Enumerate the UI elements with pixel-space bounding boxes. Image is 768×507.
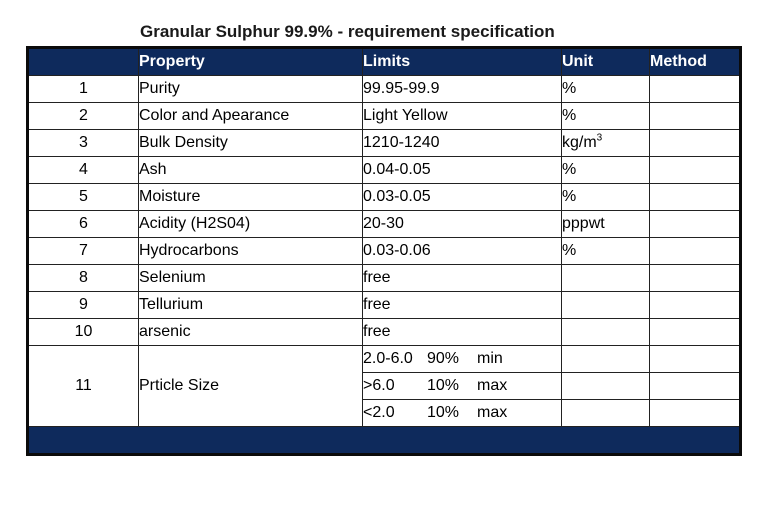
table-row — [28, 103, 741, 130]
unit-superscript: 3 — [596, 132, 603, 144]
row-unit — [562, 346, 650, 373]
row-limits: free — [363, 265, 562, 292]
header-unit: Unit — [562, 48, 650, 76]
unit-base: kg/m — [562, 134, 597, 151]
row-unit — [562, 265, 650, 292]
row-limits: free — [363, 292, 562, 319]
row-property: Bulk Density — [139, 130, 363, 157]
row-number: 3 — [28, 130, 139, 157]
particle-percent: 10% — [427, 404, 460, 421]
particle-percent: 10% — [427, 377, 460, 394]
row-method — [650, 319, 741, 346]
row-limits: 0.03-0.06 — [363, 238, 562, 265]
table-row — [28, 184, 741, 211]
header-property: Property — [139, 48, 363, 76]
row-method — [650, 211, 741, 238]
row-method — [650, 346, 741, 373]
row-method — [650, 400, 741, 427]
row-property: Hydrocarbons — [139, 238, 363, 265]
table-row — [28, 157, 741, 184]
table-row — [28, 238, 741, 265]
row-limits: Light Yellow — [363, 103, 562, 130]
row-number: 9 — [28, 292, 139, 319]
row-unit: % — [562, 238, 650, 265]
particle-limit — [363, 373, 562, 400]
row-method — [650, 292, 741, 319]
row-unit — [562, 400, 650, 427]
row-method — [650, 76, 741, 103]
row-method — [650, 265, 741, 292]
table-row-particle-size — [28, 346, 741, 373]
row-number: 5 — [28, 184, 139, 211]
document-title: Granular Sulphur 99.9% - requirement specification — [140, 22, 555, 41]
particle-bound: min — [477, 350, 503, 367]
row-property: Acidity (H2S04) — [139, 211, 363, 238]
row-unit — [562, 292, 650, 319]
row-unit — [562, 319, 650, 346]
row-number: 7 — [28, 238, 139, 265]
header-method: Method — [650, 48, 741, 76]
row-unit: % — [562, 103, 650, 130]
header-no — [28, 48, 139, 76]
row-limits: 0.03-0.05 — [363, 184, 562, 211]
row-number: 1 — [28, 76, 139, 103]
row-unit: % — [562, 157, 650, 184]
specification-table — [26, 46, 742, 456]
row-method — [650, 184, 741, 211]
row-property: Prticle Size — [139, 346, 363, 427]
table-row — [28, 292, 741, 319]
row-property: Color and Apearance — [139, 103, 363, 130]
particle-limit — [363, 400, 562, 427]
header-limits: Limits — [363, 48, 562, 76]
particle-limit — [363, 346, 562, 373]
table-row — [28, 319, 741, 346]
row-method — [650, 103, 741, 130]
particle-bound: max — [477, 377, 508, 394]
row-unit: % — [562, 76, 650, 103]
particle-percent: 90% — [427, 350, 460, 367]
row-unit — [562, 373, 650, 400]
row-number: 11 — [28, 346, 139, 427]
row-method — [650, 238, 741, 265]
row-number: 4 — [28, 157, 139, 184]
row-property: Ash — [139, 157, 363, 184]
particle-bound: max — [477, 404, 508, 421]
row-number: 10 — [28, 319, 139, 346]
row-property: Tellurium — [139, 292, 363, 319]
row-method — [650, 373, 741, 400]
row-unit — [562, 130, 650, 157]
row-unit: % — [562, 184, 650, 211]
row-property: Selenium — [139, 265, 363, 292]
footer-cell — [28, 427, 741, 455]
row-method — [650, 157, 741, 184]
table-row — [28, 265, 741, 292]
table-row — [28, 211, 741, 238]
row-limits: 0.04-0.05 — [363, 157, 562, 184]
row-limits: 99.95-99.9 — [363, 76, 562, 103]
particle-range: 2.0-6.0 — [363, 350, 413, 367]
row-property: Purity — [139, 76, 363, 103]
row-number: 2 — [28, 103, 139, 130]
particle-range: <2.0 — [363, 404, 395, 421]
table-row — [28, 76, 741, 103]
row-property: arsenic — [139, 319, 363, 346]
header-row — [28, 48, 741, 76]
row-unit: pppwt — [562, 211, 650, 238]
row-limits: free — [363, 319, 562, 346]
row-property: Moisture — [139, 184, 363, 211]
row-number: 6 — [28, 211, 139, 238]
row-method — [650, 130, 741, 157]
row-number: 8 — [28, 265, 139, 292]
row-limits: 20-30 — [363, 211, 562, 238]
footer-bar — [28, 427, 741, 455]
row-limits: 1210-1240 — [363, 130, 562, 157]
table-row — [28, 130, 741, 157]
particle-range: >6.0 — [363, 377, 395, 394]
